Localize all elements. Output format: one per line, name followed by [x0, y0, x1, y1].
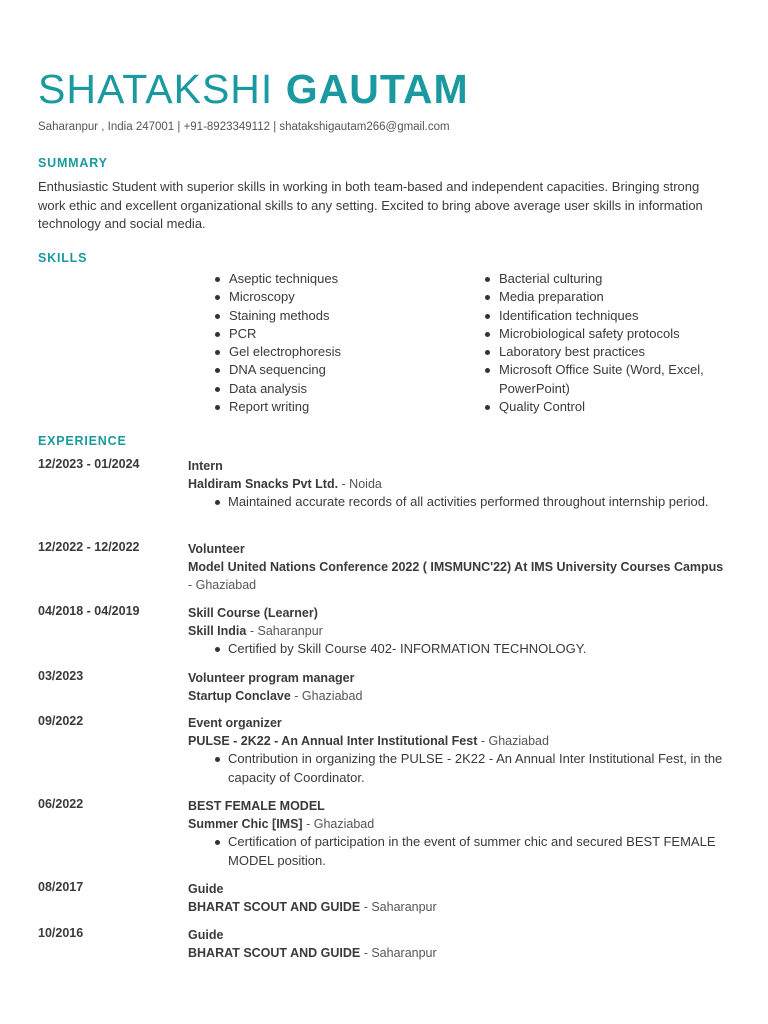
experience-org — [188, 732, 728, 750]
company-name: PULSE - 2K22 - An Annual Inter Institutional Fest — [188, 734, 478, 748]
experience-body — [188, 880, 728, 916]
company-name: BHARAT SCOUT AND GUIDE — [188, 946, 361, 960]
company-name: Model United Nations Conference 2022 ( IMSMUNC'22) At IMS University Courses Campus — [188, 560, 724, 574]
experience-role: Skill Course (Learner) — [188, 606, 318, 620]
skill-item: Microscopy — [213, 288, 463, 306]
experience-role: Guide — [188, 882, 224, 896]
summary-heading: SUMMARY — [38, 156, 108, 170]
experience-date: 09/2022 — [38, 714, 84, 728]
company-location: - Noida — [341, 477, 382, 491]
experience-date: 12/2023 - 01/2024 — [38, 457, 140, 471]
skill-item: Aseptic techniques — [213, 270, 463, 288]
experience-role: Volunteer — [188, 542, 245, 556]
experience-body — [188, 540, 728, 594]
skills-list-right — [483, 270, 728, 416]
skills-heading: SKILLS — [38, 251, 88, 265]
skills-list-left — [213, 270, 463, 416]
last-name: GAUTAM — [285, 66, 469, 112]
skill-item: Data analysis — [213, 380, 463, 398]
skill-item: Quality Control — [483, 398, 728, 416]
experience-date: 10/2016 — [38, 926, 84, 940]
experience-bullet: Certification of participation in the event of summer chic and secured BEST FEMALE MODEL position. — [188, 833, 728, 870]
skill-item: Media preparation — [483, 288, 728, 306]
skill-item: Microbiological safety protocols — [483, 325, 728, 343]
company-location: - Ghaziabad — [306, 817, 375, 831]
skill-item: Gel electrophoresis — [213, 343, 463, 361]
experience-date: 08/2017 — [38, 880, 84, 894]
experience-body — [188, 926, 728, 962]
experience-body — [188, 457, 728, 512]
experience-bullet: Certified by Skill Course 402- INFORMATION TECHNOLOGY. — [188, 640, 728, 659]
experience-date: 03/2023 — [38, 669, 84, 683]
experience-org — [188, 622, 728, 640]
experience-role: BEST FEMALE MODEL — [188, 799, 325, 813]
experience-heading: EXPERIENCE — [38, 434, 127, 448]
company-location: - Ghaziabad — [188, 578, 257, 592]
company-name: Summer Chic [IMS] — [188, 817, 303, 831]
summary-text: Enthusiastic Student with superior skills in working in both team-based and independent capacities. Bringing strong work ethic and excellent organizational skills to any setting. Excited to bring above average user skills in information technology and social media. — [38, 179, 703, 231]
experience-bullets — [188, 640, 728, 659]
company-location: - Saharanpur — [363, 946, 437, 960]
experience-role: Event organizer — [188, 716, 282, 730]
experience-org — [188, 558, 728, 594]
experience-role: Volunteer program manager — [188, 671, 355, 685]
experience-org — [188, 944, 728, 962]
experience-body — [188, 714, 728, 787]
company-location: - Ghaziabad — [294, 689, 363, 703]
first-name: SHATAKSHI — [38, 66, 274, 112]
skill-item: DNA sequencing — [213, 361, 463, 379]
experience-date: 12/2022 - 12/2022 — [38, 540, 140, 554]
company-location: - Saharanpur — [249, 624, 323, 638]
experience-body — [188, 669, 728, 705]
experience-org — [188, 898, 728, 916]
skill-item: Staining methods — [213, 307, 463, 325]
full-name — [38, 64, 469, 114]
company-name: Startup Conclave — [188, 689, 291, 703]
skill-item: Microsoft Office Suite (Word, Excel, PowerPoint) — [483, 361, 728, 398]
experience-org — [188, 475, 728, 493]
experience-bullet: Contribution in organizing the PULSE - 2K22 - An Annual Inter Institutional Fest, in the capacity of Coordinator. — [188, 750, 728, 787]
contact-line: Saharanpur , India 247001 | +91-8923349112 | shatakshigautam266@gmail.com — [38, 121, 450, 133]
skill-item: Report writing — [213, 398, 463, 416]
experience-body — [188, 604, 728, 659]
experience-bullets — [188, 493, 728, 512]
experience-bullets — [188, 833, 728, 870]
skill-item: Bacterial culturing — [483, 270, 728, 288]
experience-date: 06/2022 — [38, 797, 84, 811]
company-location: - Saharanpur — [363, 900, 437, 914]
skill-item: PCR — [213, 325, 463, 343]
experience-bullets — [188, 750, 728, 787]
company-name: Skill India — [188, 624, 247, 638]
company-name: Haldiram Snacks Pvt Ltd. — [188, 477, 339, 491]
experience-org — [188, 815, 728, 833]
experience-role: Guide — [188, 928, 224, 942]
company-location: - Ghaziabad — [480, 734, 549, 748]
experience-role: Intern — [188, 459, 223, 473]
experience-date: 04/2018 - 04/2019 — [38, 604, 140, 618]
experience-bullet: Maintained accurate records of all activities performed throughout internship period. — [188, 493, 728, 512]
experience-org — [188, 687, 728, 705]
experience-body — [188, 797, 728, 870]
company-name: BHARAT SCOUT AND GUIDE — [188, 900, 361, 914]
skill-item: Laboratory best practices — [483, 343, 728, 361]
skill-item: Identification techniques — [483, 307, 728, 325]
